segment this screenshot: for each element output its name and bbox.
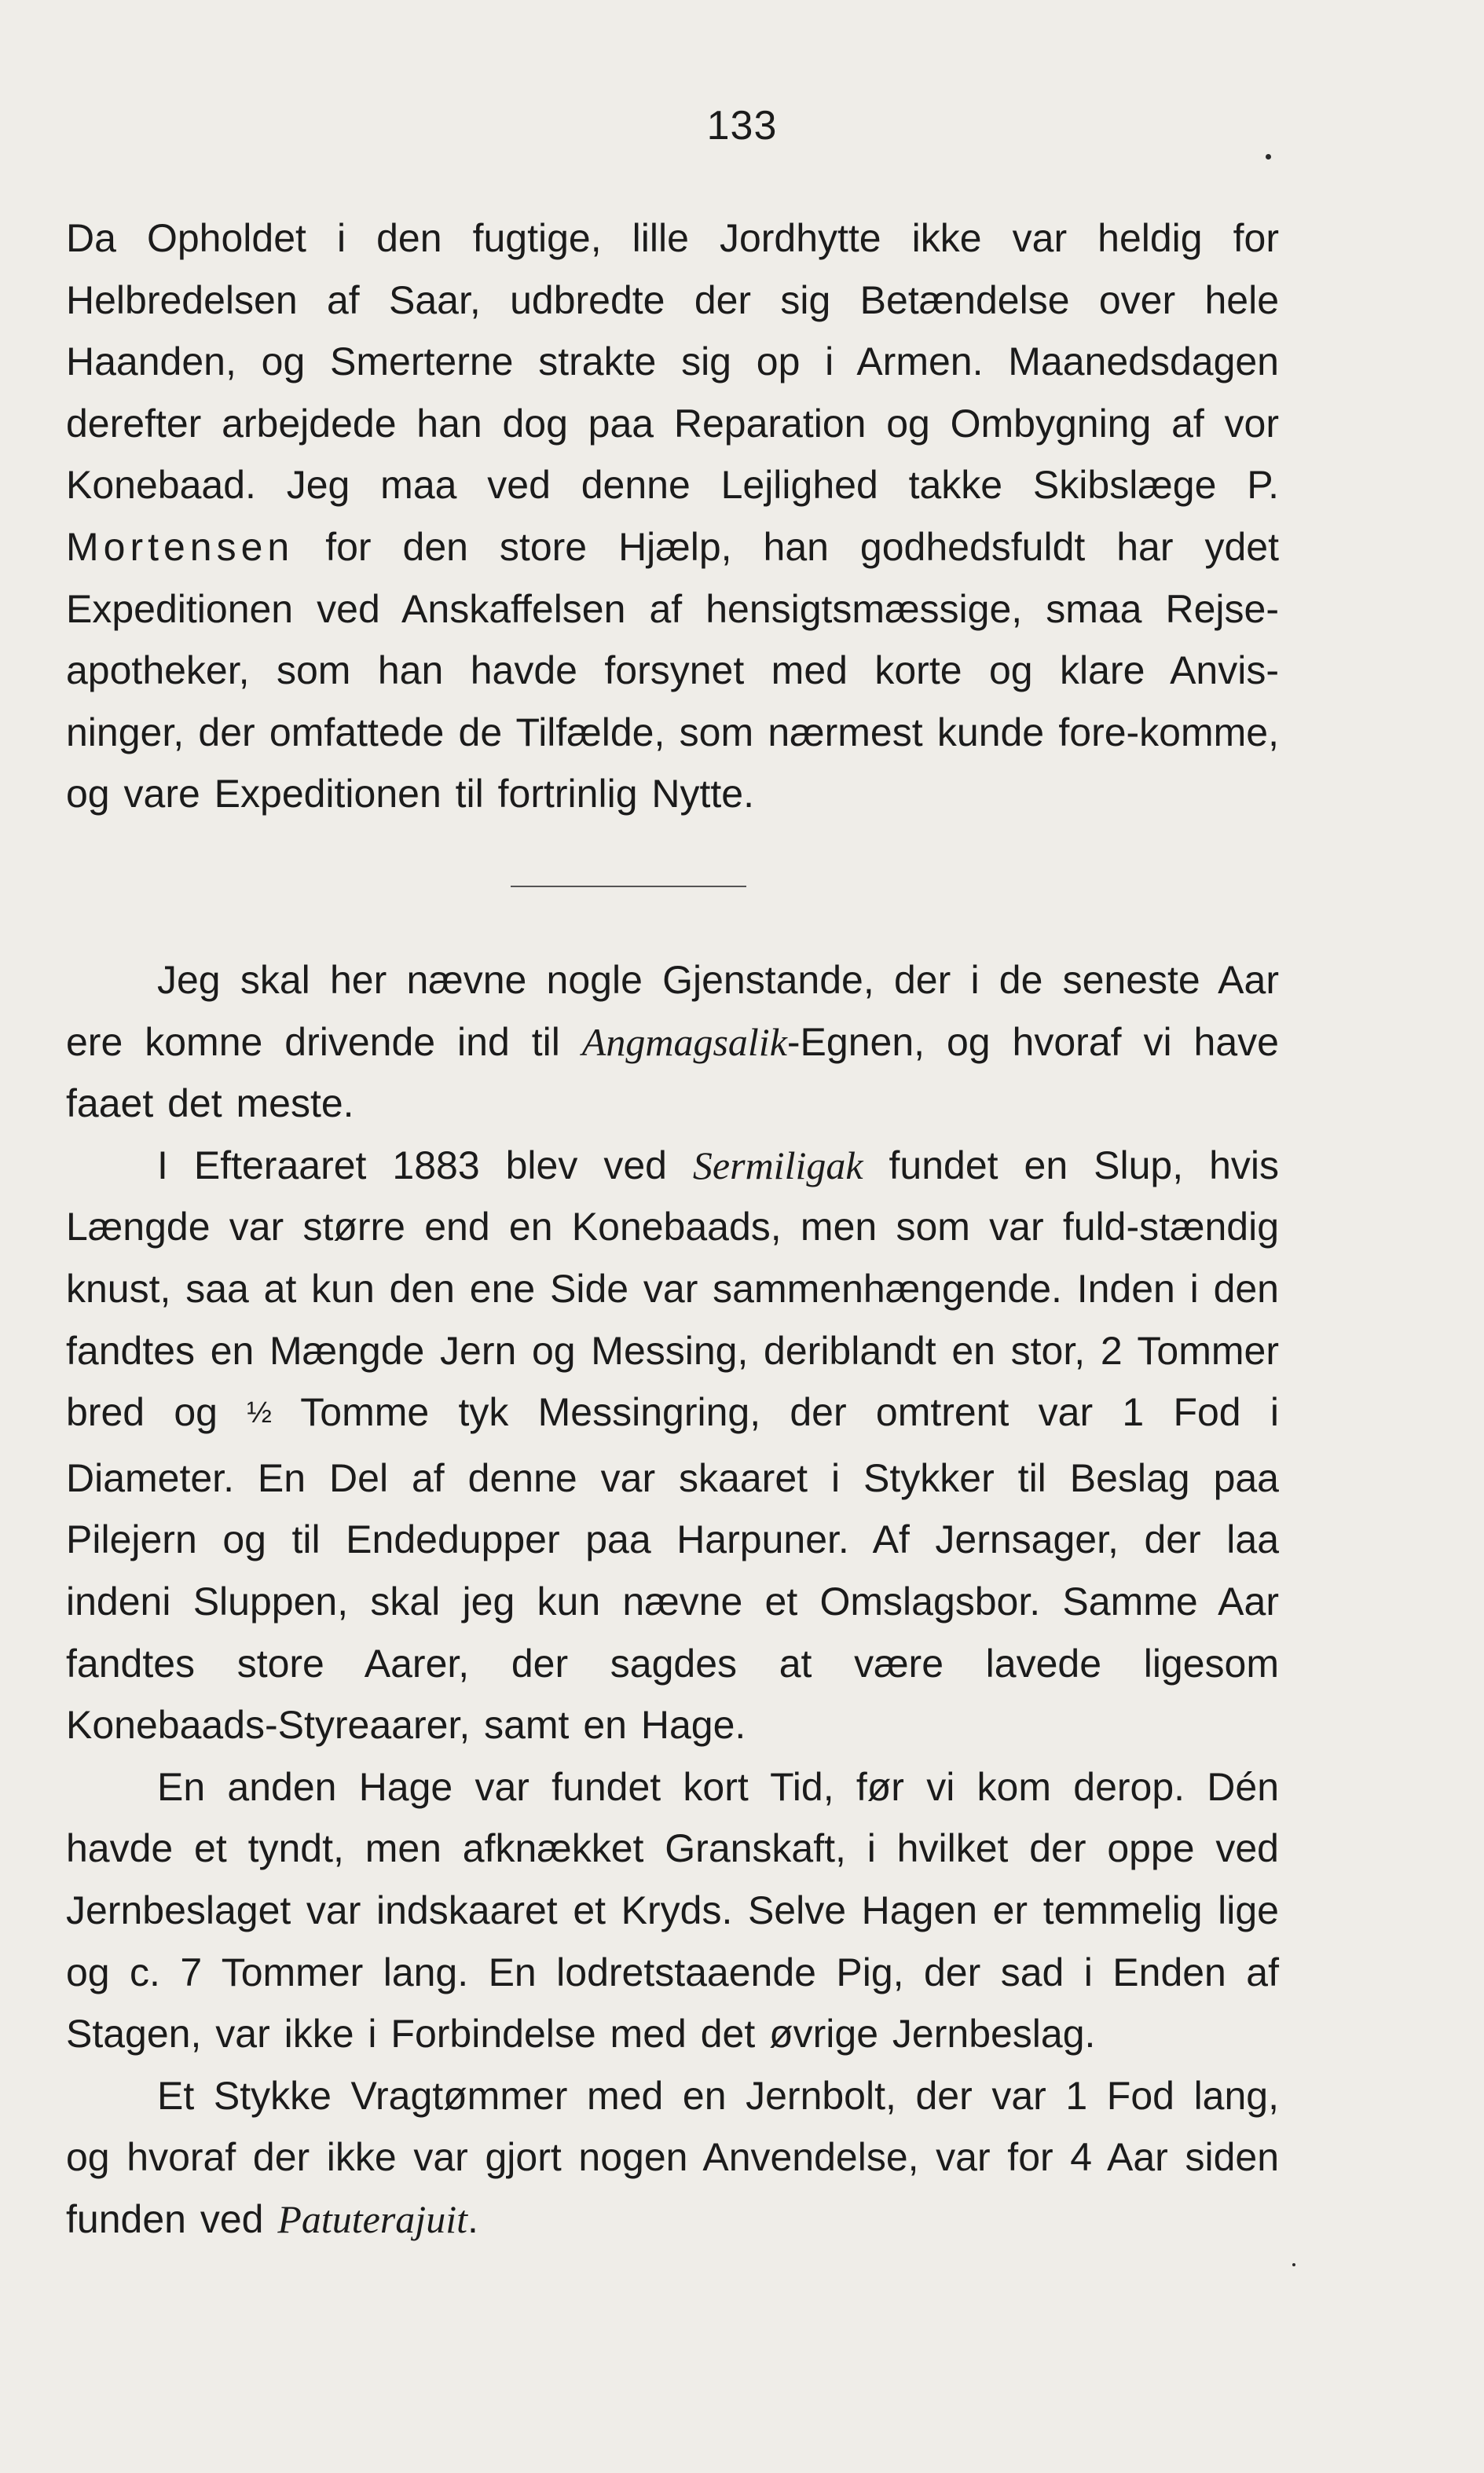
print-speck xyxy=(1292,2263,1295,2266)
text-run: Da Opholdet i den fugtige, lille Jordhytte ikke var heldig for Helbredelsen af Saar, udbredte der sig Betændelse over hele Haanden, og Smerterne strakte sig op i Armen. Maanedsdagen derefter arbejdede han dog paa Reparation og Ombygning af vor Konebaad. Jeg maa ved denne Lejlighed takke Skibslæge P. xyxy=(66,216,1279,508)
paragraph xyxy=(66,1756,1279,2065)
section-expedition-medicine xyxy=(66,207,1279,825)
text-run: fundet en Slup, hvis Længde var større end en Konebaads, men som var fuld-stændig knust, saa at kun den ene Side var sammenhængende. Inden i den fandtes en Mængde Jern og Messing, deriblandt en stor, 2 Tommer bred og xyxy=(66,1143,1279,1435)
paragraph xyxy=(66,2065,1279,2251)
text-run: . xyxy=(467,2196,478,2241)
text-run: for den store Hjælp, han godhedsfuldt har ydet Expeditionen ved Anskaffelsen af hensigtsmæssige, smaa Rejse-apotheker, som han havde forsynet med korte og klare Anvis-ninger, der omfattede de Tilfælde, som nærmest kunde fore-komme, og vare Expeditionen til fortrinlig Nytte. xyxy=(66,524,1279,816)
page-number: 133 xyxy=(706,103,778,149)
section-drift-objects xyxy=(66,949,1279,2250)
text-run: Et Stykke Vragtømmer med en Jernbolt, der var 1 Fod lang, og hvoraf der ikke var gjort nogen Anvendelse, var for 4 Aar siden funden ved xyxy=(66,2073,1279,2241)
text-run: En anden Hage var fundet kort Tid, før vi kom derop. Dén havde et tyndt, men afknækket Granskaft, i hvilket der oppe ved Jernbeslaget var indskaaret et Kryds. Selve Hagen er temmelig lige og c. 7 Tommer lang. En lodretstaaende Pig, der sad i Enden af Stagen, var ikke i Forbindelse med det øvrige Jernbeslag. xyxy=(66,1764,1279,2057)
spaced-name: Mortensen xyxy=(66,524,295,569)
text-run: I Efteraaret 1883 blev ved xyxy=(157,1143,693,1187)
fraction: ½ xyxy=(247,1396,272,1430)
section-divider xyxy=(511,886,746,887)
paragraph xyxy=(66,949,1279,1135)
place-name: Sermiligak xyxy=(692,1143,863,1187)
text-run: Jeg skal her nævne nogle Gjenstande, der i de seneste Aar ere komne drivende ind til xyxy=(66,958,1279,1064)
place-name: Patuterajuit xyxy=(277,2196,467,2241)
place-name: Angmagsalik xyxy=(581,1019,787,1064)
paragraph xyxy=(66,1135,1279,1756)
paragraph xyxy=(66,207,1279,825)
print-speck xyxy=(1266,154,1271,160)
text-run: Tomme tyk Messingring, der omtrent var 1 Fod i Diameter. En Del af denne var skaaret i Stykker til Beslag paa Pilejern og til Endedupper paa Harpuner. Af Jernsager, der laa indeni Sluppen, skal jeg kun nævne et Omslagsbor. Samme Aar fandtes store Aarer, der sagdes at være lavede ligesom Konebaads-Styreaarer, samt en Hage. xyxy=(66,1390,1279,1748)
text-run: -Egnen, og hvoraf vi have faaet det meste. xyxy=(66,1019,1279,1126)
